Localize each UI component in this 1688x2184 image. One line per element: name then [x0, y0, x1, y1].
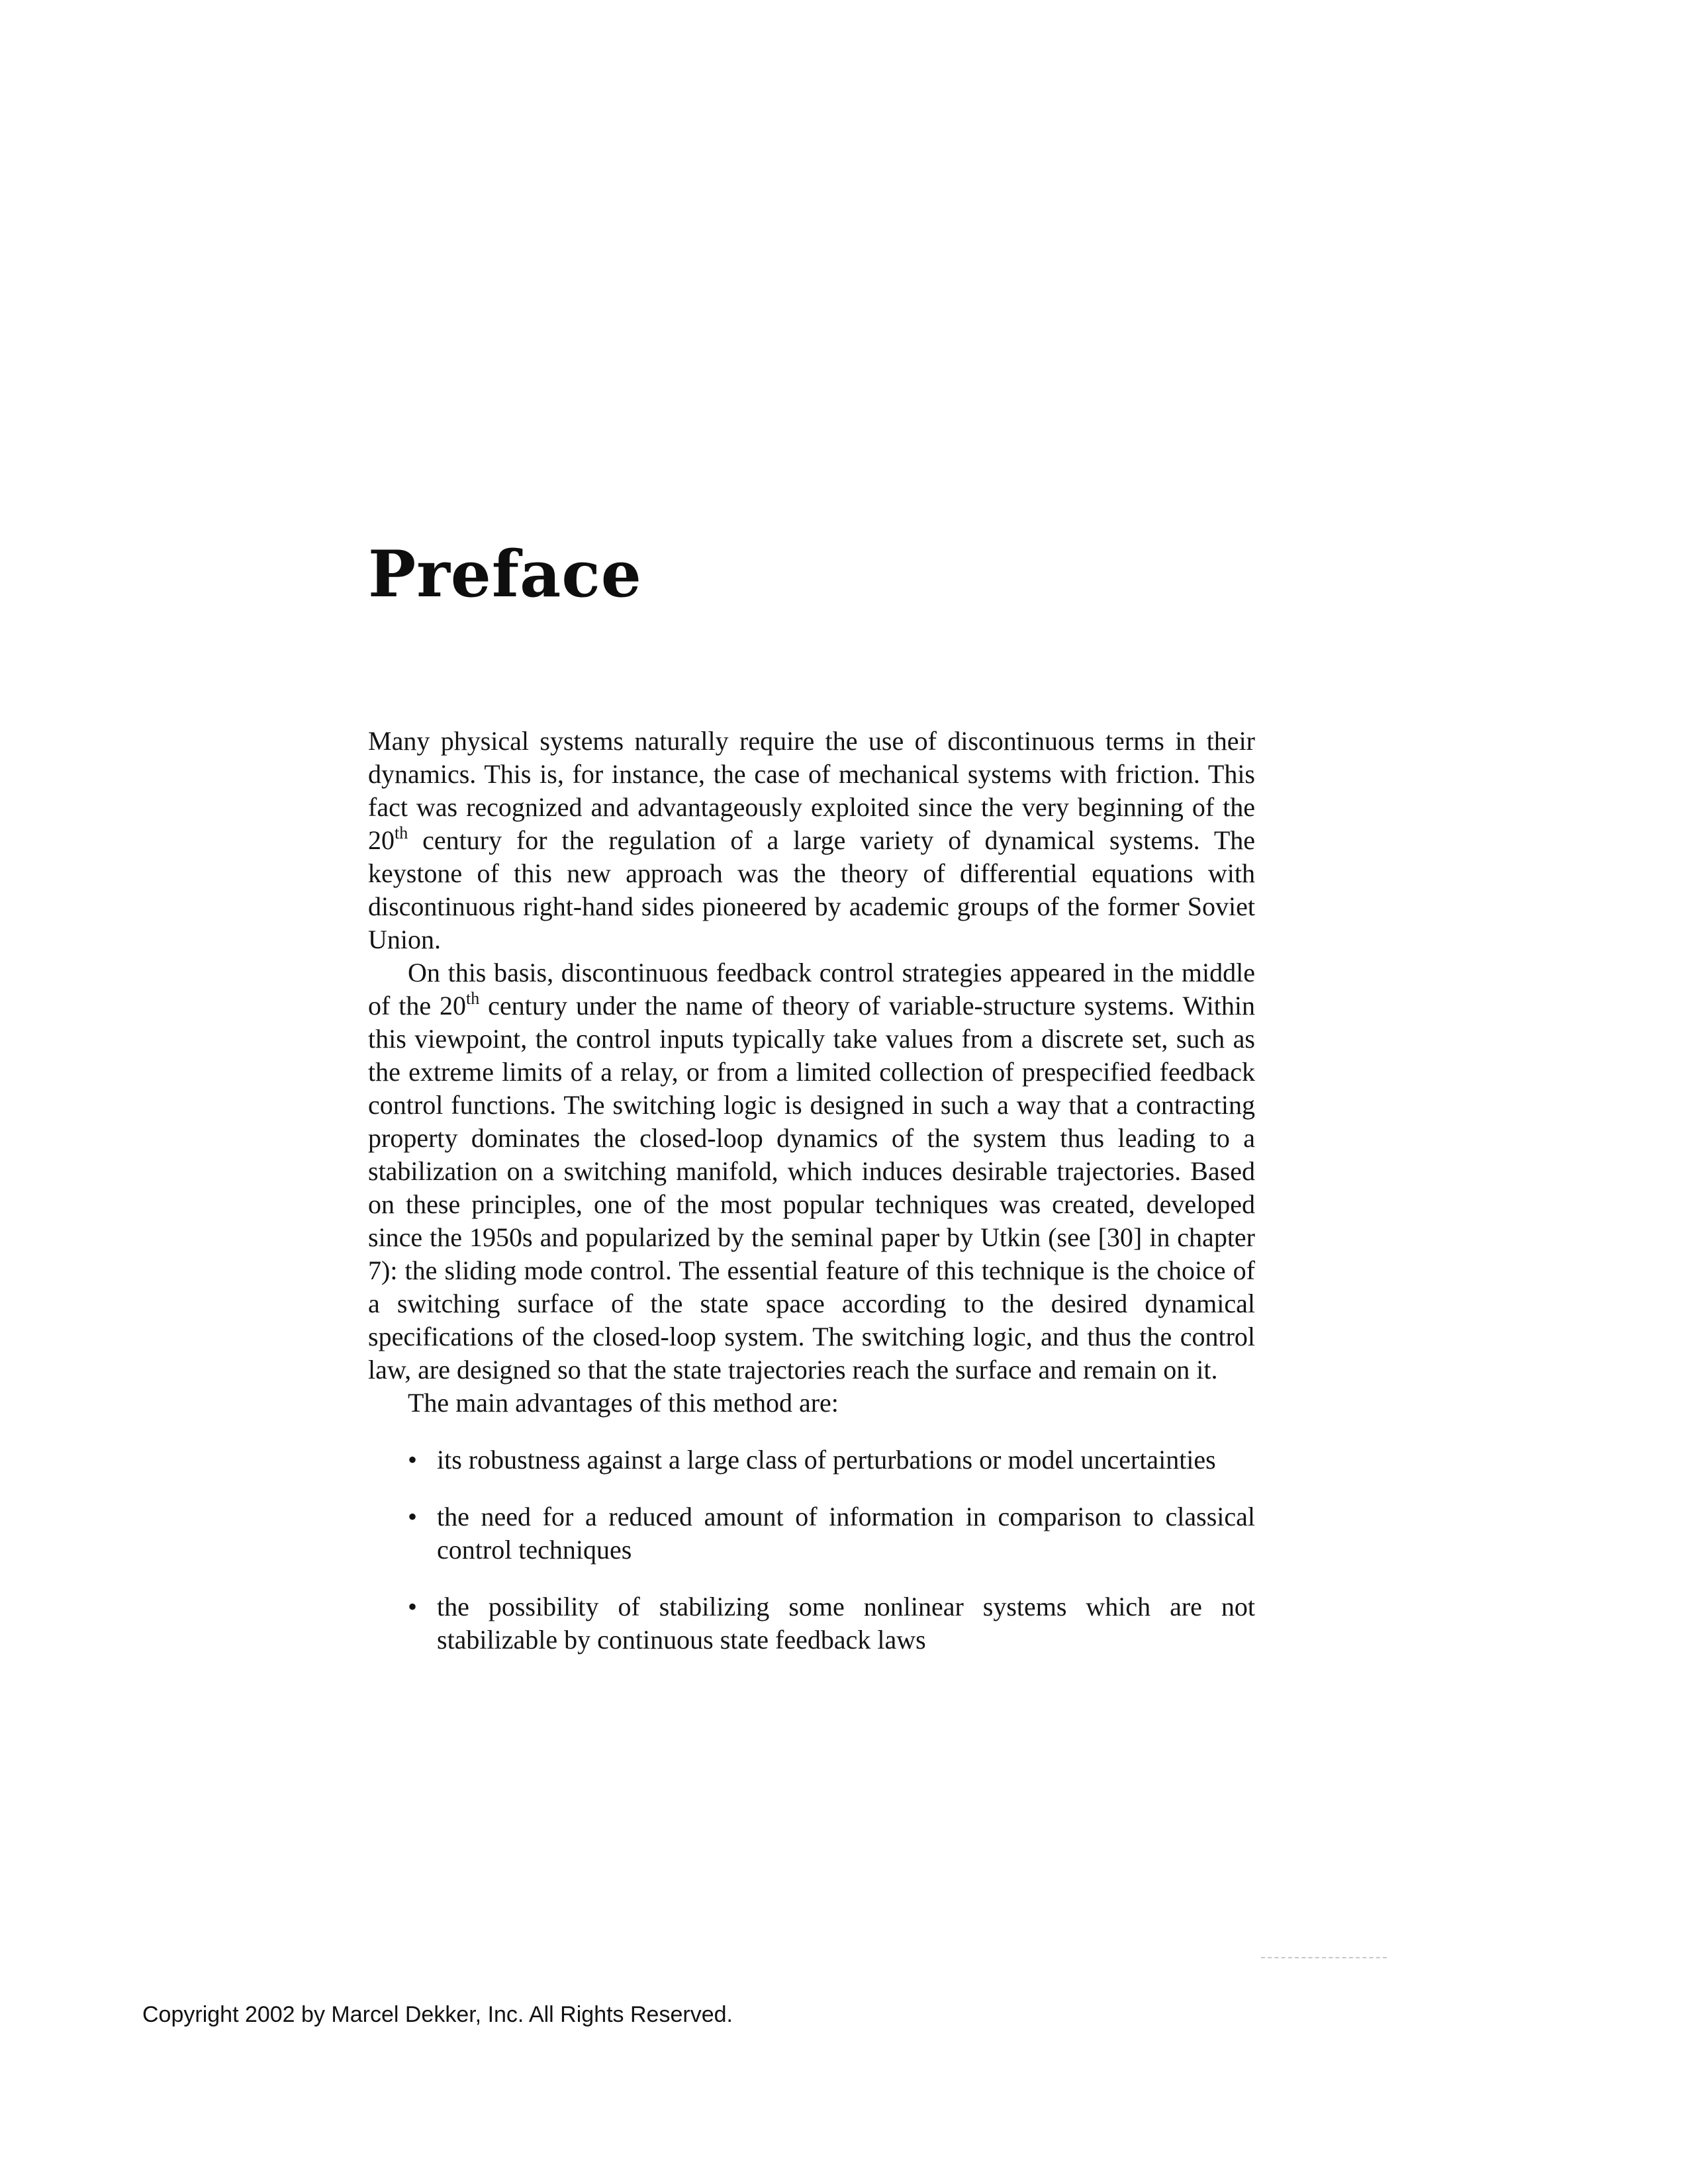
scan-artifact-line [1261, 1957, 1387, 1958]
body-text [368, 725, 1255, 1680]
paragraph-1-text-b: century for the regulation of a large variety of dynamical systems. The keystone of this new approach was the theory of differential equations with discontinuous right-hand sides pioneered by academic groups of the former Soviet Union. [368, 825, 1255, 954]
list-item-text: the need for a reduced amount of information in comparison to classical control techniques [437, 1502, 1255, 1565]
paragraph-3-text: The main advantages of this method are: [408, 1388, 839, 1418]
bullet-icon: • [408, 1592, 418, 1621]
superscript-th: th [395, 823, 408, 842]
paragraph-1-text-a: Many physical systems naturally require the use of discontinuous terms in their dynamics. This is, for instance, the case of mechanical systems with friction. This fact was recognized and advantageously exploited since the very beginning of the 20 [368, 726, 1255, 855]
list-item [368, 1500, 1255, 1567]
paragraph-2-text-b: century under the name of theory of variable-structure systems. Within this viewpoint, the control inputs typically take values from a discrete set, such as the extreme limits of a relay, or from a limited collection of prespecified feedback control functions. The switching logic is designed in such a way that a contracting property dominates the closed-loop dynamics of the system thus leading to a stabilization on a switching manifold, which induces desirable trajectories. Based on these principles, one of the most popular techniques was created, developed since the 1950s and popularized by the seminal paper by Utkin (see [30] in chapter 7): the sliding mode control. The essential feature of this technique is the choice of a switching surface of the state space according to the desired dynamical specifications of the closed-loop system. The switching logic, and thus the control law, are designed so that the state trajectories reach the surface and remain on it. [368, 991, 1256, 1385]
list-item [368, 1590, 1255, 1657]
list-item-text: its robustness against a large class of perturbations or model uncertainties [437, 1445, 1216, 1475]
paragraph-2-text-a: On this basis, discontinuous feedback control strategies appeared in the middle of the 20 [368, 958, 1255, 1021]
list-item [368, 1443, 1255, 1477]
paragraph-1 [368, 725, 1255, 956]
paragraph-2 [368, 956, 1255, 1387]
paragraph-3 [368, 1387, 1255, 1420]
bullet-icon: • [408, 1445, 418, 1475]
copyright-notice: Copyright 2002 by Marcel Dekker, Inc. All Rights Reserved. [142, 2002, 733, 2027]
advantages-list [368, 1443, 1255, 1657]
list-item-text: the possibility of stabilizing some nonlinear systems which are not stabilizable by continuous state feedback laws [437, 1592, 1255, 1655]
superscript-th: th [465, 989, 480, 1008]
page-title: Preface [368, 537, 642, 612]
bullet-icon: • [408, 1502, 418, 1531]
